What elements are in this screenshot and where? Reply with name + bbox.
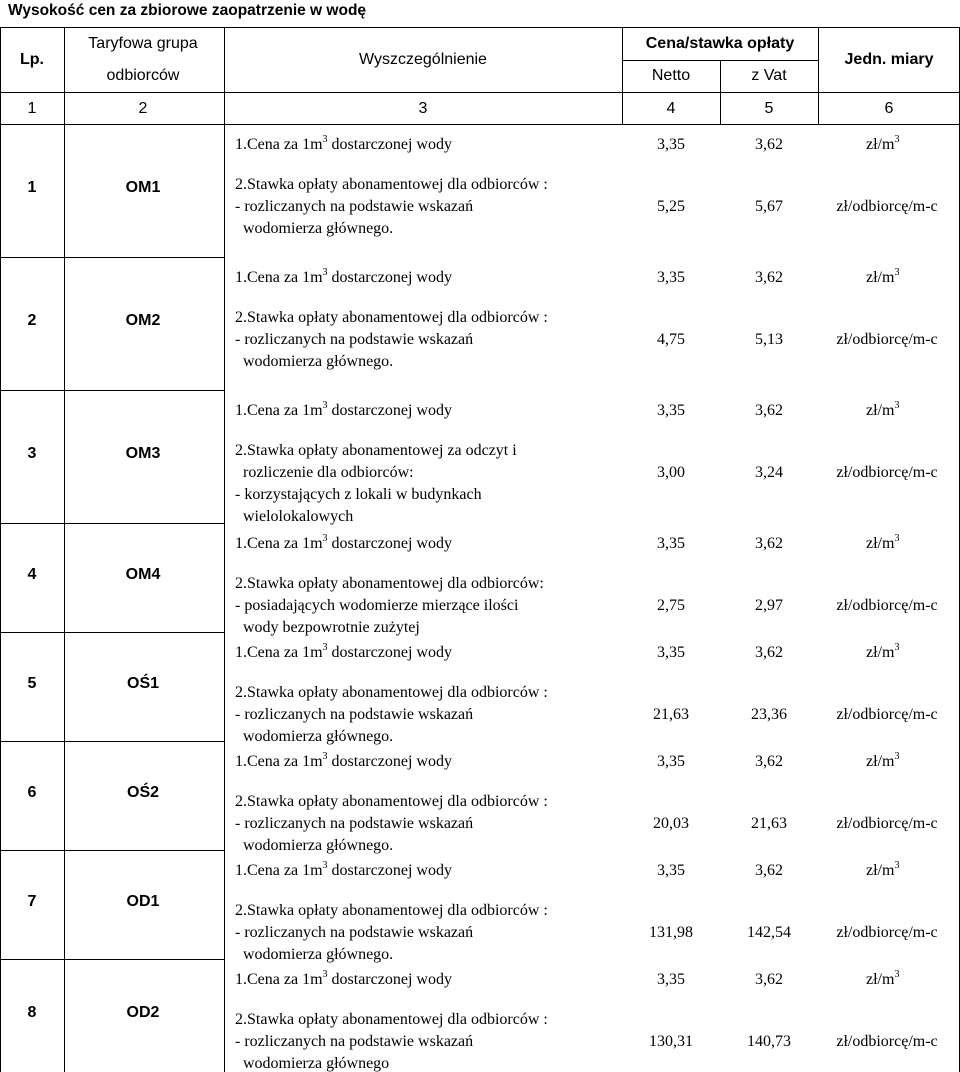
row-number: 7	[27, 892, 37, 910]
fee-description-line: wody bezpowrotnie zużytej	[235, 619, 420, 636]
water-price-label-text: 1.Cena za 1m	[235, 753, 323, 770]
fee-description-line: wodomierza głównego.	[235, 220, 394, 237]
water-price-netto: 3,35	[657, 402, 685, 419]
water-price-unit	[866, 859, 900, 879]
fee-netto: 20,03	[653, 815, 689, 832]
row-number: 4	[27, 565, 37, 583]
water-price-label-text: 1.Cena za 1m	[235, 644, 323, 661]
cubic-exponent: 3	[322, 399, 328, 411]
fee-description-line: - rozliczanych na podstawie wskazań	[235, 706, 474, 723]
fee-description-line: - posiadających wodomierze mierzące ilości	[235, 597, 519, 614]
water-price-label-tail: dostarczonej wody	[327, 269, 452, 286]
fee-vat: 23,36	[751, 706, 787, 723]
unit-cubic-exponent: 3	[894, 641, 900, 653]
water-price-unit-text: zł/m	[866, 971, 895, 988]
fee-vat: 2,97	[755, 597, 783, 614]
water-price-label-text: 1.Cena za 1m	[235, 269, 323, 286]
water-price-vat: 3,62	[755, 753, 783, 770]
fee-description-line: 2.Stawka opłaty abonamentowej dla odbiorców:	[235, 575, 544, 592]
fee-netto: 4,75	[657, 331, 685, 348]
water-price-label-tail: dostarczonej wody	[327, 644, 452, 661]
unit-cubic-exponent: 3	[894, 399, 900, 411]
fee-unit: zł/odbiorcę/m-c	[836, 331, 938, 348]
fee-description-line: wodomierza głównego.	[235, 728, 394, 745]
header-col-divider-3	[622, 27, 623, 124]
water-price-unit	[866, 133, 900, 153]
water-price-label	[235, 750, 452, 770]
header-netto: Netto	[651, 67, 691, 84]
water-price-label-text: 1.Cena za 1m	[235, 136, 323, 153]
water-price-label	[235, 133, 452, 153]
water-price-vat: 3,62	[755, 644, 783, 661]
header-bottom-line	[0, 92, 960, 93]
fee-description-line: rozliczenie dla odbiorców:	[235, 464, 414, 481]
water-price-label	[235, 266, 452, 286]
water-price-label-text: 1.Cena za 1m	[235, 971, 323, 988]
fee-description-line: 2.Stawka opłaty abonamentowej dla odbiorców :	[235, 1011, 548, 1028]
fee-vat: 142,54	[747, 924, 791, 941]
row-divider	[0, 959, 224, 960]
fee-description-line: wielolokalowych	[235, 508, 354, 525]
row-number: 2	[27, 311, 37, 329]
water-price-label-tail: dostarczonej wody	[327, 535, 452, 552]
water-price-label	[235, 399, 452, 419]
water-price-unit	[866, 266, 900, 286]
water-price-label-tail: dostarczonej wody	[327, 402, 452, 419]
row-number: 8	[27, 1003, 37, 1021]
fee-description-line: 2.Stawka opłaty abonamentowej za odczyt i	[235, 442, 517, 459]
unit-cubic-exponent: 3	[894, 859, 900, 871]
water-price-netto: 3,35	[657, 535, 685, 552]
water-price-netto: 3,35	[657, 971, 685, 988]
fee-netto: 131,98	[649, 924, 693, 941]
col-number-1: 1	[27, 100, 37, 117]
fee-description-line: wodomierza głównego	[235, 1055, 390, 1072]
tariff-group: OM2	[125, 311, 161, 329]
water-price-vat: 3,62	[755, 535, 783, 552]
cubic-exponent: 3	[322, 968, 328, 980]
fee-description-line: 2.Stawka opłaty abonamentowej dla odbiorców :	[235, 309, 548, 326]
row-number: 6	[27, 783, 37, 801]
water-price-vat: 3,62	[755, 402, 783, 419]
water-price-unit-text: zł/m	[866, 535, 895, 552]
header-vat: z Vat	[751, 67, 787, 84]
fee-unit: zł/odbiorcę/m-c	[836, 815, 938, 832]
fee-vat: 3,24	[755, 464, 783, 481]
water-price-label-tail: dostarczonej wody	[327, 753, 452, 770]
header-spec: Wyszczególnienie	[359, 51, 487, 68]
header-lp: Lp.	[20, 51, 44, 68]
fee-description-line: 2.Stawka opłaty abonamentowej dla odbiorców :	[235, 902, 548, 919]
fee-unit: zł/odbiorcę/m-c	[836, 464, 938, 481]
fee-vat: 140,73	[747, 1033, 791, 1050]
page-title: Wysokość cen za zbiorowe zaopatrzenie w wodę	[8, 2, 367, 19]
water-price-unit-text: zł/m	[866, 753, 895, 770]
water-price-label-text: 1.Cena za 1m	[235, 862, 323, 879]
fee-description-line: - rozliczanych na podstawie wskazań	[235, 331, 474, 348]
header-group-line1: Taryfowa grupa	[88, 35, 198, 52]
water-price-unit-text: zł/m	[866, 402, 895, 419]
fee-netto: 130,31	[649, 1033, 693, 1050]
row-divider	[0, 632, 224, 633]
col-number-3: 3	[418, 100, 428, 117]
row-divider	[0, 390, 224, 391]
water-price-unit	[866, 641, 900, 661]
tariff-group: OM4	[125, 565, 161, 583]
water-price-label	[235, 968, 452, 988]
header-col-divider-4	[720, 60, 721, 124]
border-left	[0, 27, 1, 1072]
fee-description-line: - rozliczanych na podstawie wskazań	[235, 924, 474, 941]
tariff-group: OM3	[125, 444, 161, 462]
fee-description-line: - rozliczanych na podstawie wskazań	[235, 815, 474, 832]
unit-cubic-exponent: 3	[894, 968, 900, 980]
col-number-4: 4	[666, 100, 676, 117]
water-price-netto: 3,35	[657, 136, 685, 153]
water-price-label-tail: dostarczonej wody	[327, 136, 452, 153]
row-divider	[0, 257, 224, 258]
water-price-unit-text: zł/m	[866, 269, 895, 286]
fee-description-line: - rozliczanych na podstawie wskazań	[235, 198, 474, 215]
unit-cubic-exponent: 3	[894, 266, 900, 278]
col-divider-1	[64, 27, 65, 1072]
water-price-unit	[866, 968, 900, 988]
water-price-netto: 3,35	[657, 862, 685, 879]
cubic-exponent: 3	[322, 532, 328, 544]
row-divider	[0, 523, 224, 524]
cubic-exponent: 3	[322, 750, 328, 762]
fee-description-line: wodomierza głównego.	[235, 837, 394, 854]
fee-vat: 5,13	[755, 331, 783, 348]
water-price-label	[235, 641, 452, 661]
row-number: 3	[27, 444, 37, 462]
tariff-group: OM1	[125, 178, 161, 196]
col-number-bottom-line	[0, 124, 960, 125]
fee-description-line: 2.Stawka opłaty abonamentowej dla odbiorców :	[235, 176, 548, 193]
fee-description-line: 2.Stawka opłaty abonamentowej dla odbiorców :	[235, 793, 548, 810]
fee-netto: 2,75	[657, 597, 685, 614]
cubic-exponent: 3	[322, 266, 328, 278]
water-price-netto: 3,35	[657, 644, 685, 661]
tariff-group: OŚ2	[126, 783, 160, 801]
table-top-border	[0, 27, 960, 28]
water-price-unit	[866, 532, 900, 552]
water-price-vat: 3,62	[755, 269, 783, 286]
tariff-group: OD2	[126, 1003, 160, 1021]
header-col-divider-5	[818, 27, 819, 124]
water-price-unit	[866, 399, 900, 419]
header-unit: Jedn. miary	[844, 51, 934, 68]
fee-netto: 5,25	[657, 198, 685, 215]
water-price-label-text: 1.Cena za 1m	[235, 402, 323, 419]
row-divider	[0, 850, 224, 851]
tariff-group: OD1	[126, 892, 160, 910]
water-price-vat: 3,62	[755, 136, 783, 153]
water-price-label-tail: dostarczonej wody	[327, 971, 452, 988]
fee-description-line: wodomierza głównego.	[235, 946, 394, 963]
fee-description-line: - korzystających z lokali w budynkach	[235, 486, 482, 503]
water-price-vat: 3,62	[755, 971, 783, 988]
water-price-label	[235, 859, 452, 879]
col-number-2: 2	[138, 100, 148, 117]
water-price-label	[235, 532, 452, 552]
col-number-5: 5	[764, 100, 774, 117]
fee-unit: zł/odbiorcę/m-c	[836, 198, 938, 215]
row-number: 1	[27, 178, 37, 196]
fee-unit: zł/odbiorcę/m-c	[836, 1033, 938, 1050]
cubic-exponent: 3	[322, 133, 328, 145]
row-divider	[0, 741, 224, 742]
water-price-label-text: 1.Cena za 1m	[235, 535, 323, 552]
water-price-unit	[866, 750, 900, 770]
fee-vat: 5,67	[755, 198, 783, 215]
fee-unit: zł/odbiorcę/m-c	[836, 924, 938, 941]
fee-unit: zł/odbiorcę/m-c	[836, 706, 938, 723]
water-price-unit-text: zł/m	[866, 136, 895, 153]
fee-description-line: - rozliczanych na podstawie wskazań	[235, 1033, 474, 1050]
col-number-6: 6	[884, 100, 894, 117]
water-price-vat: 3,62	[755, 862, 783, 879]
unit-cubic-exponent: 3	[894, 532, 900, 544]
tariff-group: OŚ1	[126, 674, 160, 692]
water-price-unit-text: zł/m	[866, 862, 895, 879]
fee-unit: zł/odbiorcę/m-c	[836, 597, 938, 614]
fee-description-line: 2.Stawka opłaty abonamentowej dla odbiorców :	[235, 684, 548, 701]
fee-description-line: wodomierza głównego.	[235, 353, 394, 370]
water-price-netto: 3,35	[657, 753, 685, 770]
unit-cubic-exponent: 3	[894, 133, 900, 145]
cubic-exponent: 3	[322, 641, 328, 653]
cubic-exponent: 3	[322, 859, 328, 871]
unit-cubic-exponent: 3	[894, 750, 900, 762]
fee-netto: 21,63	[653, 706, 689, 723]
header-group-line2: odbiorców	[106, 67, 180, 84]
water-price-unit-text: zł/m	[866, 644, 895, 661]
water-price-netto: 3,35	[657, 269, 685, 286]
fee-netto: 3,00	[657, 464, 685, 481]
fee-vat: 21,63	[751, 815, 787, 832]
row-number: 5	[27, 674, 37, 692]
col-divider-2	[224, 27, 225, 1072]
header-price: Cena/stawka opłaty	[645, 35, 795, 52]
water-price-label-tail: dostarczonej wody	[327, 862, 452, 879]
